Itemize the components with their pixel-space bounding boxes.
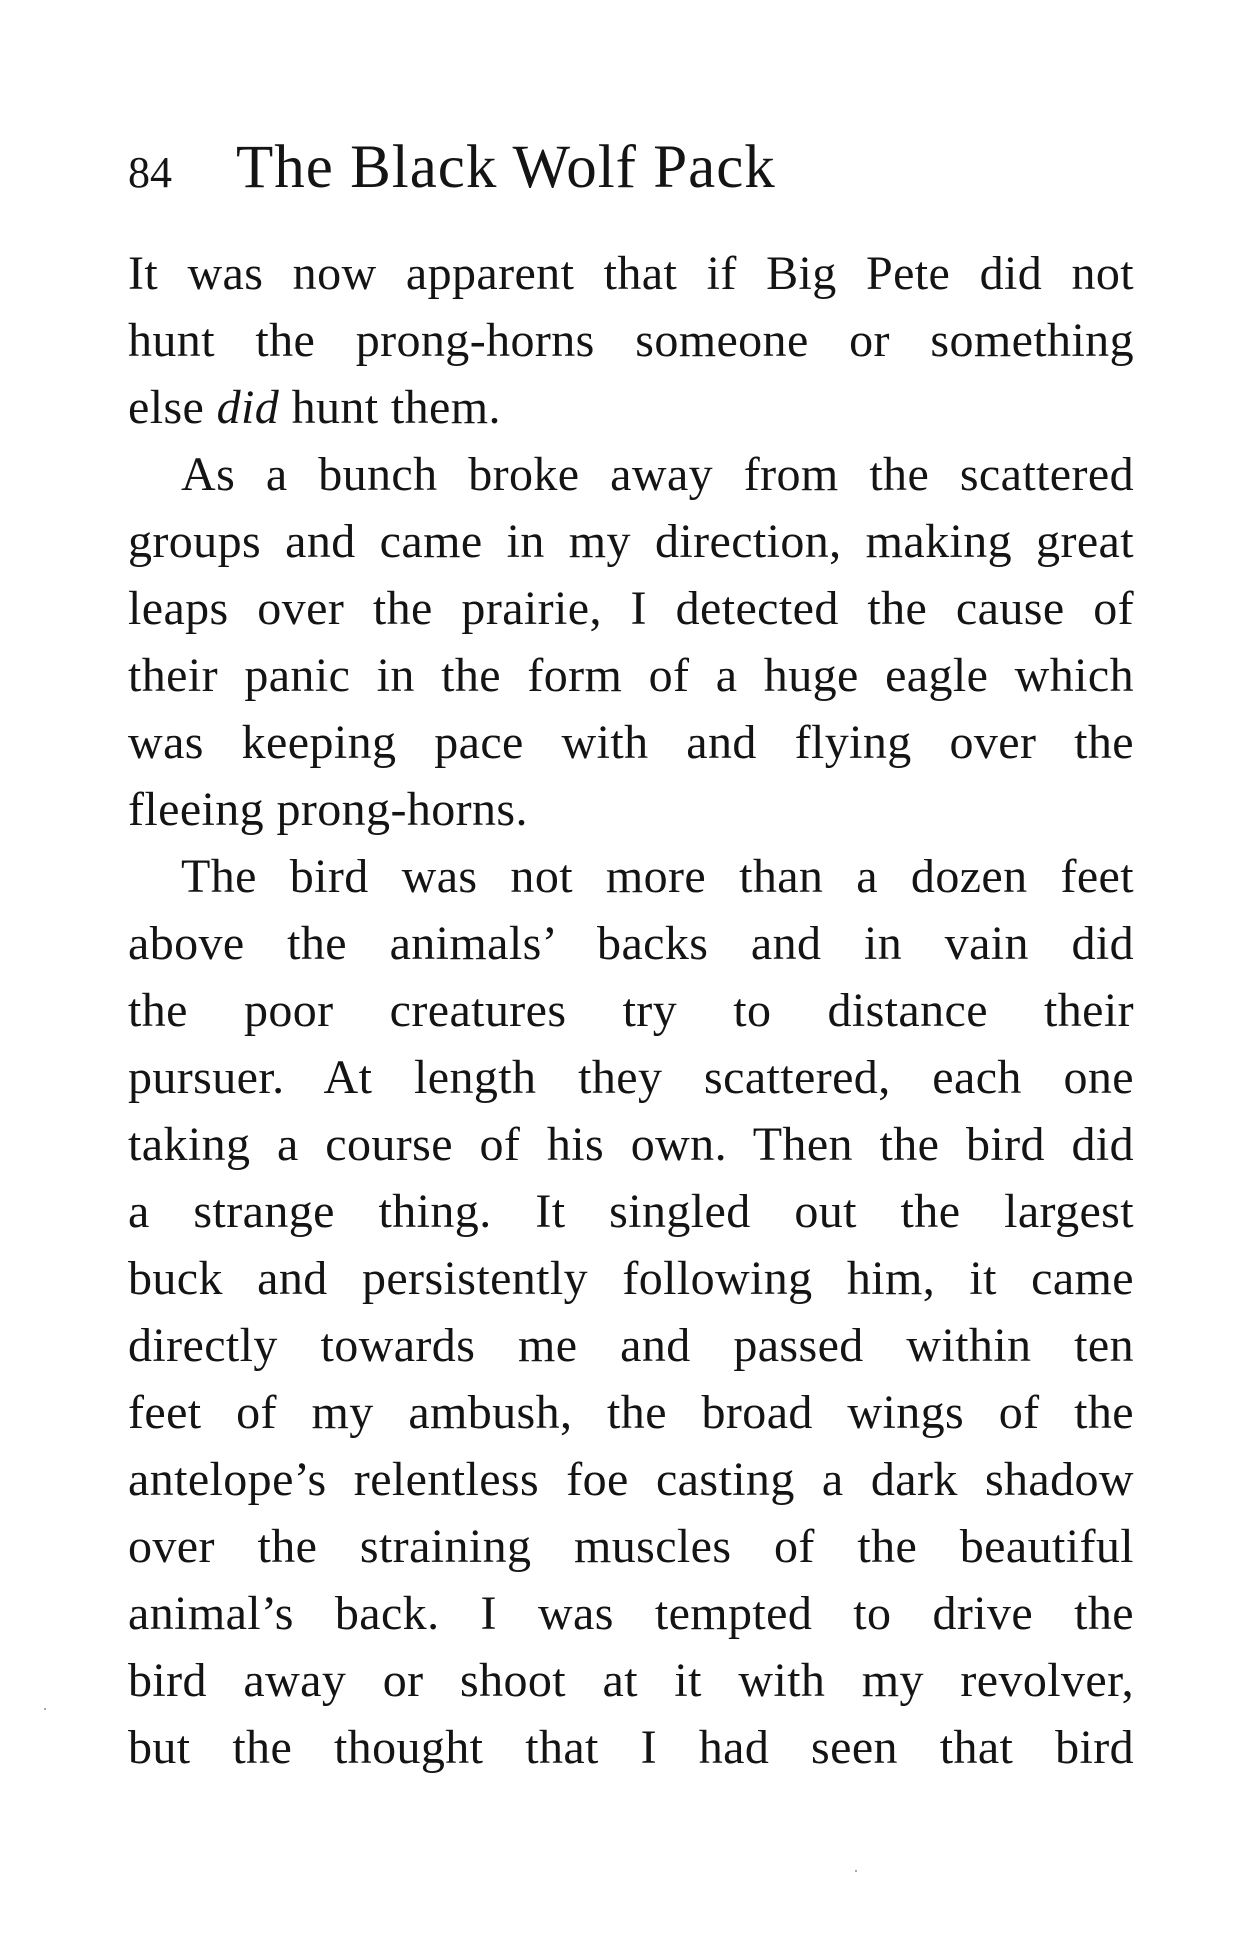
running-head xyxy=(128,128,1128,208)
text-line xyxy=(128,374,1134,441)
page-number: 84 xyxy=(128,148,172,197)
text-line: their panic in the form of a huge eagle which xyxy=(128,649,1134,702)
text-line: groups and came in my direction, making great xyxy=(128,515,1134,568)
text-line: animal’s back. I was tempted to drive the xyxy=(128,1587,1134,1640)
italic-word: did xyxy=(216,381,280,434)
text-line: over the straining muscles of the beautiful xyxy=(128,1520,1134,1573)
text-segment: hunt them. xyxy=(279,381,501,434)
text-line: It was now apparent that if Big Pete did not xyxy=(128,247,1134,300)
text-line: above the animals’ backs and in vain did xyxy=(128,917,1134,970)
text-line: buck and persistently following him, it came xyxy=(128,1252,1134,1305)
text-line: feet of my ambush, the broad wings of the xyxy=(128,1386,1134,1439)
text-line: taking a course of his own. Then the bird did xyxy=(128,1118,1134,1171)
text-line: pursuer. At length they scattered, each one xyxy=(128,1051,1134,1104)
text-line: was keeping pace with and flying over the xyxy=(128,716,1134,769)
paragraph-first-line: As a bunch broke away from the scattered xyxy=(181,448,1134,501)
scan-speck xyxy=(44,1708,46,1710)
text-line: bird away or shoot at it with my revolver, xyxy=(128,1654,1134,1707)
book-title: The Black Wolf Pack xyxy=(236,134,776,201)
text-line: hunt the prong-horns someone or something xyxy=(128,314,1134,367)
text-segment: else xyxy=(128,381,217,434)
text-line: antelope’s relentless foe casting a dark shadow xyxy=(128,1453,1134,1506)
text-line: but the thought that I had seen that bird xyxy=(128,1721,1134,1774)
scan-speck xyxy=(855,1870,857,1872)
paragraph-first-line: The bird was not more than a dozen feet xyxy=(181,850,1134,903)
text-line: directly towards me and passed within ten xyxy=(128,1319,1134,1372)
body-text xyxy=(128,240,1134,1781)
text-line: the poor creatures try to distance their xyxy=(128,984,1134,1037)
text-line: fleeing prong-horns. xyxy=(128,783,528,836)
text-line: a strange thing. It singled out the largest xyxy=(128,1185,1134,1238)
text-line: leaps over the prairie, I detected the cause of xyxy=(128,582,1134,635)
